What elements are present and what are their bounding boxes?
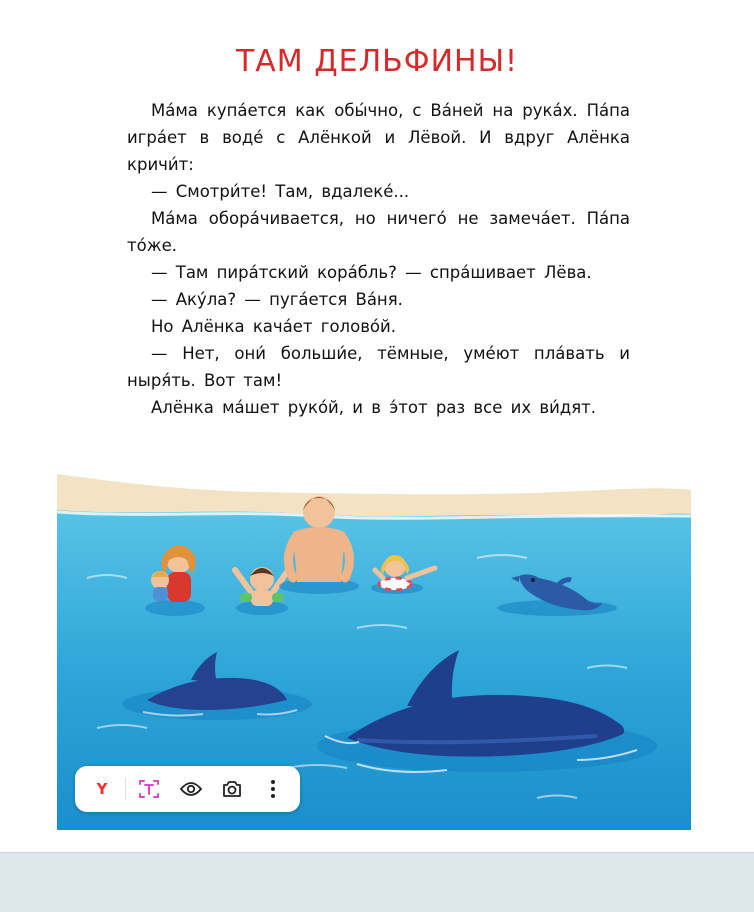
story-text — [127, 97, 630, 421]
paragraph: Но Алёнка кача́ет голово́й. — [151, 317, 396, 336]
view-button[interactable] — [173, 771, 209, 807]
svg-text:Y: Y — [96, 780, 108, 798]
page-title: ТАМ ДЕЛЬФИНЫ! — [235, 44, 519, 79]
more-button[interactable] — [255, 771, 291, 807]
yandex-button[interactable] — [84, 771, 120, 807]
lens-icon — [220, 777, 244, 801]
paragraph: Ма́ма обора́чивается, но ничего́ не замеча́ет. Па́па то́же. — [127, 209, 630, 255]
paragraph: Ма́ма купа́ется как обы́чно, с Ва́ней на рука́х. Па́па игра́ет в воде́ с Алёнкой и Лёвой. И вдруг Алёнка кричи́т: — [127, 101, 630, 174]
bottom-bar — [0, 852, 754, 912]
translate-text-icon — [137, 777, 161, 801]
paragraph: Алёнка ма́шет руко́й, и в э́тот раз все их ви́дят. — [151, 398, 596, 417]
more-icon — [261, 777, 285, 801]
translate-text-button[interactable] — [131, 771, 167, 807]
yandex-icon — [91, 778, 113, 800]
eye-icon — [179, 777, 203, 801]
paragraph: — Аку́ла? — пуга́ется Ва́ня. — [151, 290, 403, 309]
lens-button[interactable] — [214, 771, 250, 807]
divider — [125, 778, 126, 800]
image-toolbar — [75, 766, 300, 812]
paragraph: — Смотри́те! Там, вдалеке́... — [151, 182, 410, 201]
paragraph: — Там пира́тский кора́бль? — спра́шивает Лёва. — [151, 263, 592, 282]
paragraph: — Нет, они́ больши́е, тёмные, уме́ют пла́вать и ныря́ть. Вот там! — [127, 344, 630, 390]
